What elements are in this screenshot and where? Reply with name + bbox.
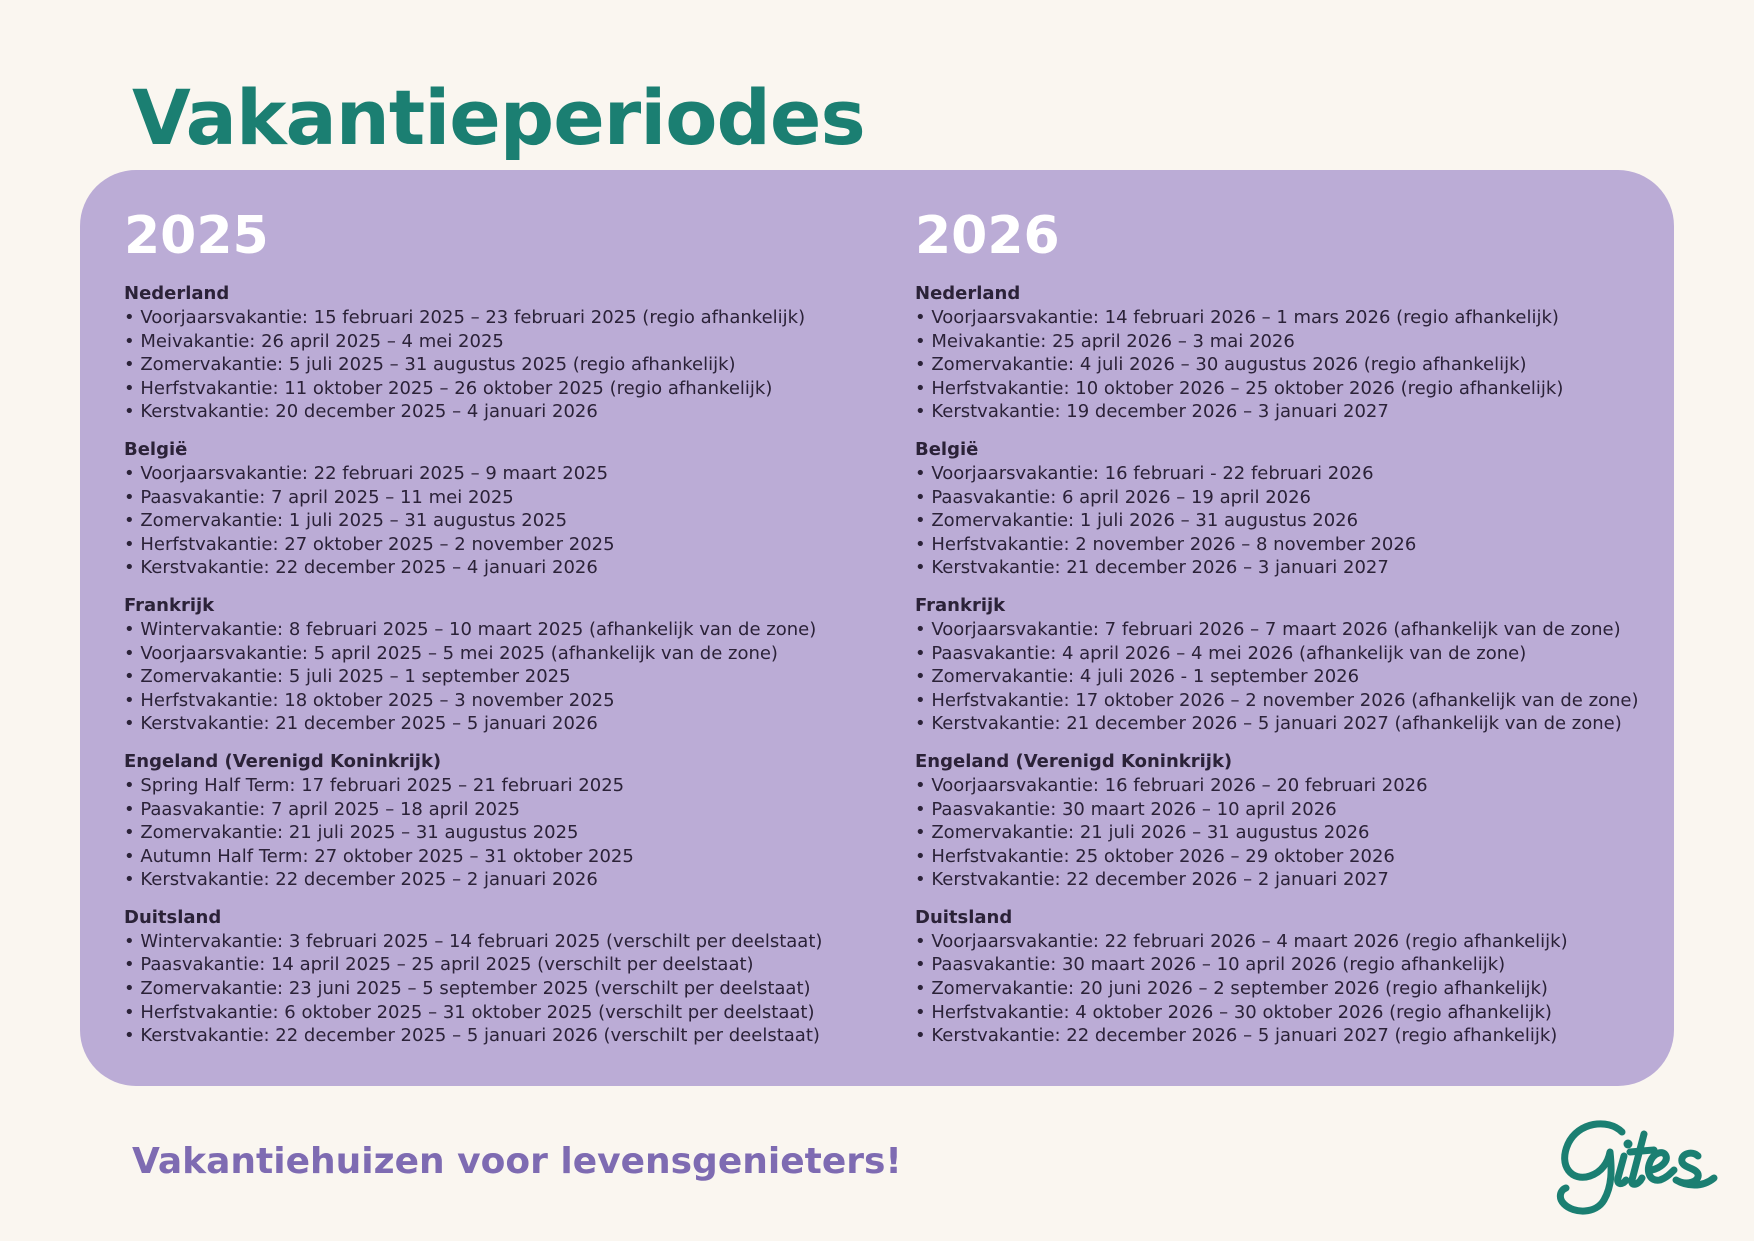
country-belgie	[915, 438, 1675, 580]
holiday-item: • Spring Half Term: 17 februari 2025 – 21 februari 2025	[124, 774, 884, 798]
holiday-item: • Wintervakantie: 8 februari 2025 – 10 maart 2025 (afhankelijk van de zone)	[124, 618, 884, 642]
year-column	[915, 206, 1675, 1062]
tagline: Vakantiehuizen voor levensgenieters!	[132, 1141, 902, 1182]
holiday-list	[124, 618, 884, 736]
country-list	[124, 282, 884, 1048]
gites-logo	[1552, 1118, 1722, 1218]
holiday-list	[124, 930, 884, 1048]
holiday-item: • Kerstvakantie: 22 december 2026 – 2 januari 2027	[915, 868, 1675, 892]
country-frankrijk	[124, 594, 884, 736]
holiday-item: • Kerstvakantie: 22 december 2026 – 5 januari 2027 (regio afhankelijk)	[915, 1024, 1675, 1048]
year-heading: 2025	[124, 206, 269, 266]
holiday-item: • Herfstvakantie: 6 oktober 2025 – 31 oktober 2025 (verschilt per deelstaat)	[124, 1001, 884, 1025]
holiday-item: • Paasvakantie: 14 april 2025 – 25 april 2025 (verschilt per deelstaat)	[124, 953, 884, 977]
holiday-list	[915, 618, 1675, 736]
holiday-list	[915, 930, 1675, 1048]
holiday-list	[124, 774, 884, 892]
holiday-item: • Paasvakantie: 6 april 2026 – 19 april 2026	[915, 486, 1675, 510]
holiday-item: • Zomervakantie: 5 juli 2025 – 31 augustus 2025 (regio afhankelijk)	[124, 353, 884, 377]
country-name: Frankrijk	[915, 594, 1006, 616]
holiday-item: • Zomervakantie: 4 juli 2026 – 30 augustus 2026 (regio afhankelijk)	[915, 353, 1675, 377]
year-column	[124, 206, 884, 1062]
holiday-item: • Zomervakantie: 5 juli 2025 – 1 september 2025	[124, 665, 884, 689]
holiday-item: • Zomervakantie: 21 juli 2026 – 31 augustus 2026	[915, 821, 1675, 845]
holiday-list	[915, 774, 1675, 892]
country-duitsland	[124, 906, 884, 1048]
country-name: Nederland	[915, 283, 1021, 304]
country-name: Frankrijk	[124, 594, 215, 616]
holiday-item: • Paasvakantie: 30 maart 2026 – 10 april 2026	[915, 798, 1675, 822]
holiday-item: • Kerstvakantie: 19 december 2026 – 3 januari 2027	[915, 400, 1675, 424]
holiday-item: • Zomervakantie: 21 juli 2025 – 31 augustus 2025	[124, 821, 884, 845]
holiday-item: • Kerstvakantie: 22 december 2025 – 4 januari 2026	[124, 556, 884, 580]
country-name: Engeland (Verenigd Koninkrijk)	[124, 750, 442, 772]
holiday-item: • Kerstvakantie: 21 december 2025 – 5 januari 2026	[124, 712, 884, 736]
holiday-list	[124, 306, 884, 424]
country-engeland-verenigd-koninkrijk	[124, 750, 884, 892]
holiday-item: • Voorjaarsvakantie: 15 februari 2025 – 23 februari 2025 (regio afhankelijk)	[124, 306, 884, 330]
holiday-item: • Kerstvakantie: 20 december 2025 – 4 januari 2026	[124, 400, 884, 424]
holiday-item: • Voorjaarsvakantie: 22 februari 2026 – 4 maart 2026 (regio afhankelijk)	[915, 930, 1675, 954]
holiday-item: • Herfstvakantie: 27 oktober 2025 – 2 november 2025	[124, 533, 884, 557]
country-name: Duitsland	[915, 906, 1013, 928]
holiday-item: • Kerstvakantie: 22 december 2025 – 5 januari 2026 (verschilt per deelstaat)	[124, 1024, 884, 1048]
holiday-item: • Zomervakantie: 20 juni 2026 – 2 september 2026 (regio afhankelijk)	[915, 977, 1675, 1001]
holiday-item: • Zomervakantie: 1 juli 2025 – 31 augustus 2025	[124, 509, 884, 533]
holiday-list	[124, 462, 884, 580]
country-name: België	[915, 438, 979, 460]
holiday-item: • Meivakantie: 26 april 2025 – 4 mei 2025	[124, 330, 884, 354]
holiday-item: • Herfstvakantie: 25 oktober 2026 – 29 oktober 2026	[915, 845, 1675, 869]
holiday-item: • Kerstvakantie: 21 december 2026 – 3 januari 2027	[915, 556, 1675, 580]
holiday-item: • Voorjaarsvakantie: 22 februari 2025 – 9 maart 2025	[124, 462, 884, 486]
holiday-item: • Meivakantie: 25 april 2026 – 3 mai 2026	[915, 330, 1675, 354]
holiday-item: • Herfstvakantie: 10 oktober 2026 – 25 oktober 2026 (regio afhankelijk)	[915, 377, 1675, 401]
country-nederland	[124, 282, 884, 424]
holiday-item: • Herfstvakantie: 11 oktober 2025 – 26 oktober 2025 (regio afhankelijk)	[124, 377, 884, 401]
country-list	[915, 282, 1675, 1048]
holiday-item: • Paasvakantie: 30 maart 2026 – 10 april 2026 (regio afhankelijk)	[915, 953, 1675, 977]
year-heading: 2026	[915, 206, 1060, 266]
country-nederland	[915, 282, 1675, 424]
holiday-item: • Zomervakantie: 23 juni 2025 – 5 september 2025 (verschilt per deelstaat)	[124, 977, 884, 1001]
holiday-item: • Voorjaarsvakantie: 7 februari 2026 – 7 maart 2026 (afhankelijk van de zone)	[915, 618, 1675, 642]
holiday-item: • Voorjaarsvakantie: 14 februari 2026 – 1 mars 2026 (regio afhankelijk)	[915, 306, 1675, 330]
country-engeland-verenigd-koninkrijk	[915, 750, 1675, 892]
holiday-panel	[80, 170, 1674, 1086]
holiday-item: • Wintervakantie: 3 februari 2025 – 14 februari 2025 (verschilt per deelstaat)	[124, 930, 884, 954]
country-name: Duitsland	[124, 906, 222, 928]
country-frankrijk	[915, 594, 1675, 736]
holiday-item: • Zomervakantie: 4 juli 2026 - 1 september 2026	[915, 665, 1675, 689]
country-duitsland	[915, 906, 1675, 1048]
holiday-item: • Kerstvakantie: 22 december 2025 – 2 januari 2026	[124, 868, 884, 892]
holiday-item: • Autumn Half Term: 27 oktober 2025 – 31 oktober 2025	[124, 845, 884, 869]
holiday-item: • Paasvakantie: 7 april 2025 – 18 april 2025	[124, 798, 884, 822]
page-title: Vakantieperiodes	[132, 73, 865, 162]
country-name: België	[124, 438, 188, 460]
holiday-item: • Herfstvakantie: 2 november 2026 – 8 november 2026	[915, 533, 1675, 557]
holiday-item: • Voorjaarsvakantie: 5 april 2025 – 5 mei 2025 (afhankelijk van de zone)	[124, 642, 884, 666]
country-belgie	[124, 438, 884, 580]
holiday-item: • Paasvakantie: 7 april 2025 – 11 mei 2025	[124, 486, 884, 510]
holiday-item: • Voorjaarsvakantie: 16 februari - 22 februari 2026	[915, 462, 1675, 486]
holiday-item: • Zomervakantie: 1 juli 2026 – 31 augustus 2026	[915, 509, 1675, 533]
holiday-item: • Herfstvakantie: 17 oktober 2026 – 2 november 2026 (afhankelijk van de zone)	[915, 689, 1675, 713]
holiday-item: • Herfstvakantie: 18 oktober 2025 – 3 november 2025	[124, 689, 884, 713]
holiday-item: • Kerstvakantie: 21 december 2026 – 5 januari 2027 (afhankelijk van de zone)	[915, 712, 1675, 736]
holiday-item: • Paasvakantie: 4 april 2026 – 4 mei 2026 (afhankelijk van de zone)	[915, 642, 1675, 666]
country-name: Nederland	[124, 283, 230, 304]
holiday-list	[915, 306, 1675, 424]
holiday-list	[915, 462, 1675, 580]
country-name: Engeland (Verenigd Koninkrijk)	[915, 750, 1233, 772]
holiday-item: • Herfstvakantie: 4 oktober 2026 – 30 oktober 2026 (regio afhankelijk)	[915, 1001, 1675, 1025]
holiday-item: • Voorjaarsvakantie: 16 februari 2026 – 20 februari 2026	[915, 774, 1675, 798]
